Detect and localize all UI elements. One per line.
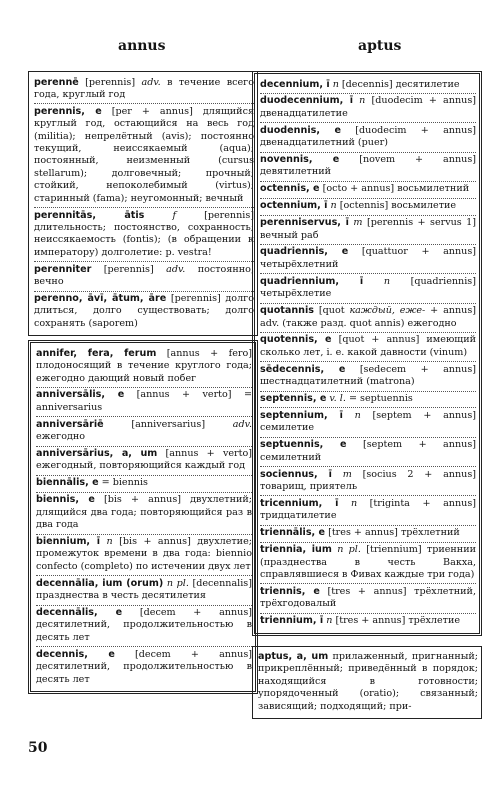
headword: quadriennis, e bbox=[260, 246, 349, 258]
dictionary-entry: decennium, ī n [decennis] десятилетие bbox=[260, 77, 476, 94]
dictionary-entry: biennālis, e = biennis bbox=[36, 476, 252, 493]
dictionary-entry: aptus, a, um прилаженный, пригнанный; прикреплённый; приведённый в порядок; находящийся в готовности; упорядоченный (oratio); связанный; зависящий; подходящий; при- bbox=[258, 651, 478, 712]
headword: triennis, e bbox=[260, 585, 320, 597]
left-column bbox=[28, 71, 258, 694]
dictionary-entry: octennis, e [octo + annus] восьмилетний bbox=[260, 182, 476, 199]
dictionary-entry: anniversāriē [anniversarius] adv. ежегодно bbox=[36, 417, 252, 446]
headword: decennium, ī bbox=[260, 78, 330, 90]
headword: quotennis, e bbox=[260, 334, 332, 346]
headword: tricennium, ī bbox=[260, 497, 339, 509]
dictionary-entry: anniversārius, a, um [annus + verto] ежегодный, повторяющийся каждый год bbox=[36, 447, 252, 476]
dictionary-entry: triennia, ium n pl. [triennium] триеннии (празднества в честь Вакха, справлявшиеся в Фивах каждые три года) bbox=[260, 543, 476, 585]
dictionary-entry: duodecennium, ī n [duodecim + annus] двенадцатилетие bbox=[260, 94, 476, 123]
dictionary-entry: triennium, ī n [tres + annus] трёхлетие bbox=[260, 615, 461, 627]
headword: duodennis, e bbox=[260, 124, 342, 136]
headword: triennia, ium bbox=[260, 544, 332, 556]
dictionary-entry: biennium, ī n [bis + annus] двухлетие; промежуток времени в два года: biennio confecto (completo) по истечении двух лет bbox=[36, 535, 252, 577]
headword: quotannis bbox=[260, 305, 315, 317]
dictionary-entry: quotannis [quot каждый, еже- + annus] adv. (также разд. quot annis) ежегодно bbox=[260, 304, 476, 333]
dictionary-entry: octennium, ī n [octennis] восьмилетие bbox=[260, 199, 476, 216]
headword: perenno, āvī, ātum, āre bbox=[34, 293, 167, 304]
dictionary-entry: biennis, e [bis + annus] двухлетний; длящийся два года; повторяющийся раз в два года bbox=[36, 493, 252, 535]
headword: decennālia, ium (orum) bbox=[36, 577, 164, 589]
dictionary-entry: perennē [perennis] adv. в течение всего года, круглый год bbox=[34, 75, 254, 104]
dictionary-entry: perenniter [perennis] adv. постоянно, вечно bbox=[34, 262, 254, 291]
headword: biennālis, e bbox=[36, 477, 99, 489]
dictionary-entry: septuennis, e [septem + annus] семилетний bbox=[260, 438, 476, 467]
dictionary-entry: triennis, e [tres + annus] трёхлетний, трёхгодовалый bbox=[260, 584, 476, 613]
dictionary-entry: perennitās, ātis f [perennis] длительность; постоянство, сохранность; неиссякаемость (fontis); (в обращении к императору) долголетие: p. vestra! bbox=[34, 208, 254, 262]
headword: decennis, e bbox=[36, 648, 115, 660]
headword: perennis, e bbox=[34, 105, 102, 117]
dictionary-entry: quotennis, e [quot + annus] имеющий сколько лет, i. e. какой давности (vinum) bbox=[260, 333, 476, 362]
dictionary-entry: annifer, fera, ferum [annus + fero] плодоносящий в течение круглого года; ежегодно дающий новый побег bbox=[36, 346, 252, 388]
headword: quadriennium, ī bbox=[260, 275, 364, 287]
headword: septennium, ī bbox=[260, 409, 343, 421]
headword: decennālis, e bbox=[36, 607, 123, 619]
headword: perennē bbox=[34, 76, 79, 88]
dictionary-entry: sēdecennis, e [sedecem + annus] шестнадцатилетний (matrona) bbox=[260, 362, 476, 391]
dictionary-entry: decennālis, e [decem + annus] десятилетний, продолжительностью в десять лет bbox=[36, 606, 252, 648]
headword: octennis, e bbox=[260, 183, 320, 195]
dictionary-entry: triennālis, e [tres + annus] трёхлетний bbox=[260, 526, 476, 543]
dictionary-entry: perenno, āvī, ātum, āre [perennis] долго длиться, долго существовать; долго сохранять (saporem) bbox=[34, 293, 254, 329]
dictionary-entry: quadriennis, e [quattuor + annus] четырёхлетний bbox=[260, 245, 476, 274]
headword: duodecennium, ī bbox=[260, 95, 354, 107]
dictionary-entry: tricennium, ī n [triginta + annus] тридцатилетие bbox=[260, 496, 476, 525]
dictionary-entry: quadriennium, ī n [quadriennis] четырёхлетие bbox=[260, 274, 476, 303]
page-number: 50 bbox=[28, 740, 48, 756]
dictionary-entry: duodennis, e [duodecim + annus] двенадцатилетний (puer) bbox=[260, 123, 476, 152]
dictionary-entry: septennis, e v. l. = septuennis bbox=[260, 392, 476, 409]
headword: perennitās, ātis bbox=[34, 209, 145, 221]
headword: octennium, ī bbox=[260, 200, 328, 212]
entry-box-perennis bbox=[28, 71, 258, 336]
headword: triennālis, e bbox=[260, 527, 326, 539]
running-head-right: aptus bbox=[358, 38, 402, 54]
headword: biennium, ī bbox=[36, 536, 101, 547]
dictionary-entry: decennis, e [decem + annus] десятилетний, продолжительностью в десять лет bbox=[36, 648, 253, 685]
headword: perenniter bbox=[34, 263, 92, 275]
headword: biennis, e bbox=[36, 494, 95, 506]
headword: sēdecennis, e bbox=[260, 363, 346, 375]
headword: septennis, e bbox=[260, 393, 327, 405]
headword: aptus, a, um bbox=[258, 651, 329, 663]
headword: septuennis, e bbox=[260, 439, 347, 451]
running-head-left: annus bbox=[118, 38, 166, 54]
dictionary-entry: novennis, e [novem + annus] девятилетний bbox=[260, 153, 476, 182]
dictionary-entry: sociennus, ī m [socius 2 + annus] товарищ, приятель bbox=[260, 467, 476, 496]
headword: anniversālis, e bbox=[36, 389, 125, 401]
dictionary-entry: decennālia, ium (orum) n pl. [decennalis] празднества в честь десятилетия bbox=[36, 576, 252, 605]
dictionary-entry: perenniservus, ī m [perennis + servus 1] вечный раб bbox=[260, 216, 476, 245]
dictionary-entry: anniversālis, e [annus + verto] = anniversarius bbox=[36, 388, 252, 417]
headword: annifer, fera, ferum bbox=[36, 347, 157, 359]
entry-box-annus-compounds bbox=[252, 71, 482, 636]
headword: perenniservus, ī bbox=[260, 217, 349, 229]
headword: anniversārius, a, um bbox=[36, 448, 158, 460]
right-column bbox=[252, 71, 482, 719]
headword: anniversāriē bbox=[36, 418, 104, 430]
entry-box-annus-derivatives bbox=[28, 340, 258, 694]
dictionary-entry: septennium, ī n [septem + annus] семилетие bbox=[260, 408, 476, 437]
headword: sociennus, ī bbox=[260, 468, 332, 480]
headword: novennis, e bbox=[260, 154, 340, 166]
entry-box-aptus bbox=[252, 646, 482, 720]
headword: triennium, ī bbox=[260, 615, 324, 627]
dictionary-entry: perennis, e [per + annus] длящийся круглый год, остающийся на весь год (militia); непрелётный (avis); постоянно текущий, неиссякаемый (aqua); постоянный, неизменный (cursus stellarum); долговечный; прочный; стойкий, непоколебимый (virtus); старинный (fama); неугомонный; вечный bbox=[34, 104, 254, 208]
